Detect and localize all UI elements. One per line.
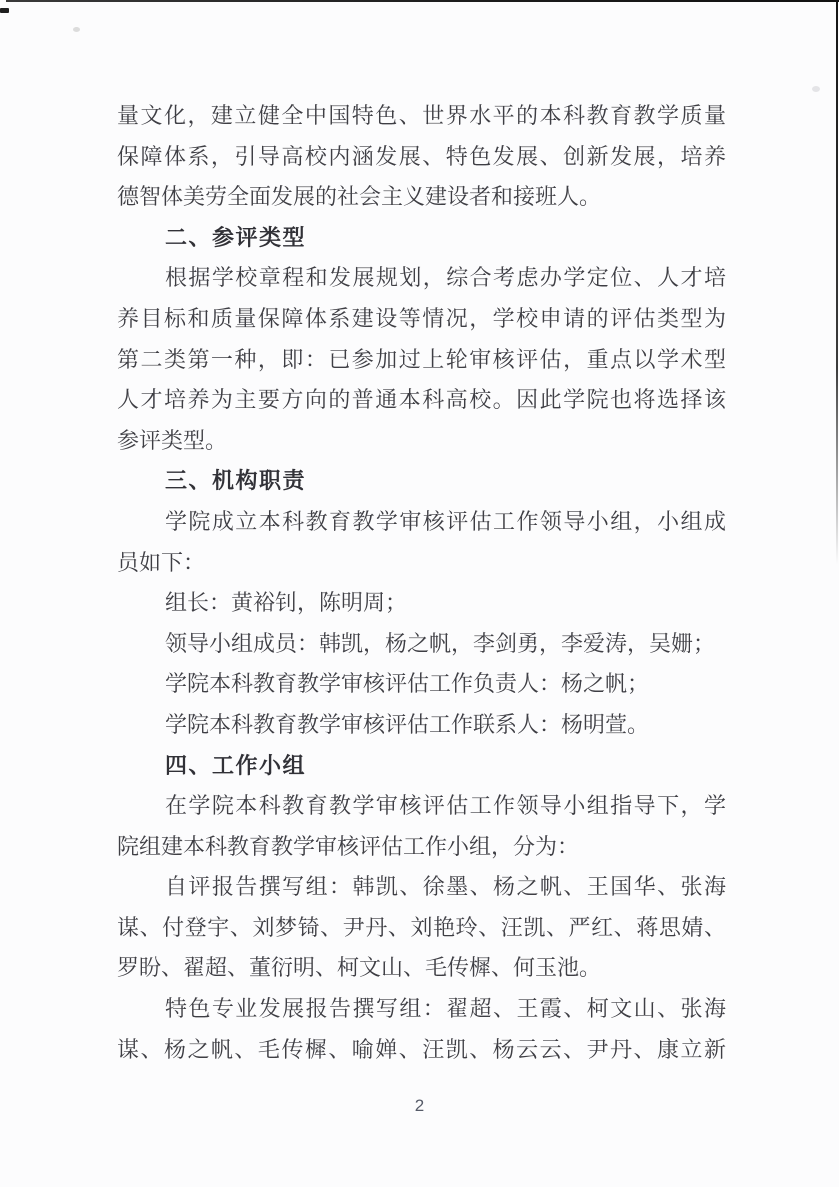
text-line: 保障体系，引导高校内涵发展、特色发展、创新发展，培养 <box>117 143 726 169</box>
page-number: 2 <box>414 1096 425 1115</box>
text-line: 组长：黄裕钊，陈明周； <box>164 590 407 616</box>
scan-smudge <box>73 27 80 32</box>
text-line: 参评类型。 <box>117 427 228 453</box>
text-line: 根据学校章程和发展规划，综合考虑办学定位、人才培 <box>164 265 726 291</box>
text-line: 罗盼、翟超、董衍明、柯文山、毛传樨、何玉池。 <box>117 955 602 981</box>
text-line: 谋、付登宇、刘梦锜、尹丹、刘艳玲、汪凯、严红、蒋思婧、 <box>117 914 726 940</box>
text-line: 第二类第一种，即：已参加过上轮审核评估，重点以学术型 <box>117 346 726 372</box>
scan-edge-right <box>836 0 838 565</box>
text-line: 院组建本科教育教学审核评估工作小组，分为： <box>117 833 580 859</box>
text-line: 量文化，建立健全中国特色、世界水平的本科教育教学质量 <box>117 103 726 128</box>
scan-artifact-left-tick <box>0 8 9 13</box>
scan-edge-top <box>6 0 839 2</box>
scan-smudge <box>812 86 820 92</box>
text-line: 在学院本科教育教学审核评估工作领导小组指导下，学 <box>164 793 726 819</box>
text-line: 学院本科教育教学审核评估工作联系人：杨明萱。 <box>164 711 649 737</box>
text-line: 学院成立本科教育教学审核评估工作领导小组，小组成 <box>164 508 726 534</box>
text-line: 谋、杨之帆、毛传樨、喻婵、汪凯、杨云云、尹丹、康立新 <box>117 1036 726 1062</box>
text-line: 德智体美劳全面发展的社会主义建设者和接班人。 <box>117 184 602 210</box>
text-line: 员如下： <box>117 549 206 575</box>
text-line: 特色专业发展报告撰写组：翟超、王霞、柯文山、张海 <box>164 996 726 1022</box>
text-line: 养目标和质量保障体系建设等情况，学校申请的评估类型为 <box>117 305 726 331</box>
section-heading: 三、机构职责 <box>164 468 306 494</box>
text-line: 学院本科教育教学审核评估工作负责人：杨之帆； <box>164 671 649 697</box>
document-body <box>117 96 726 1070</box>
text-line: 人才培养为主要方向的普通本科高校。因此学院也将选择该 <box>117 387 726 413</box>
section-heading: 二、参评类型 <box>164 224 306 250</box>
text-line: 自评报告撰写组：韩凯、徐墨、杨之帆、王国华、张海 <box>164 874 726 900</box>
text-line: 领导小组成员：韩凯，杨之帆，李剑勇，李爱涛，吴姗； <box>164 630 715 656</box>
section-heading: 四、工作小组 <box>164 752 306 778</box>
